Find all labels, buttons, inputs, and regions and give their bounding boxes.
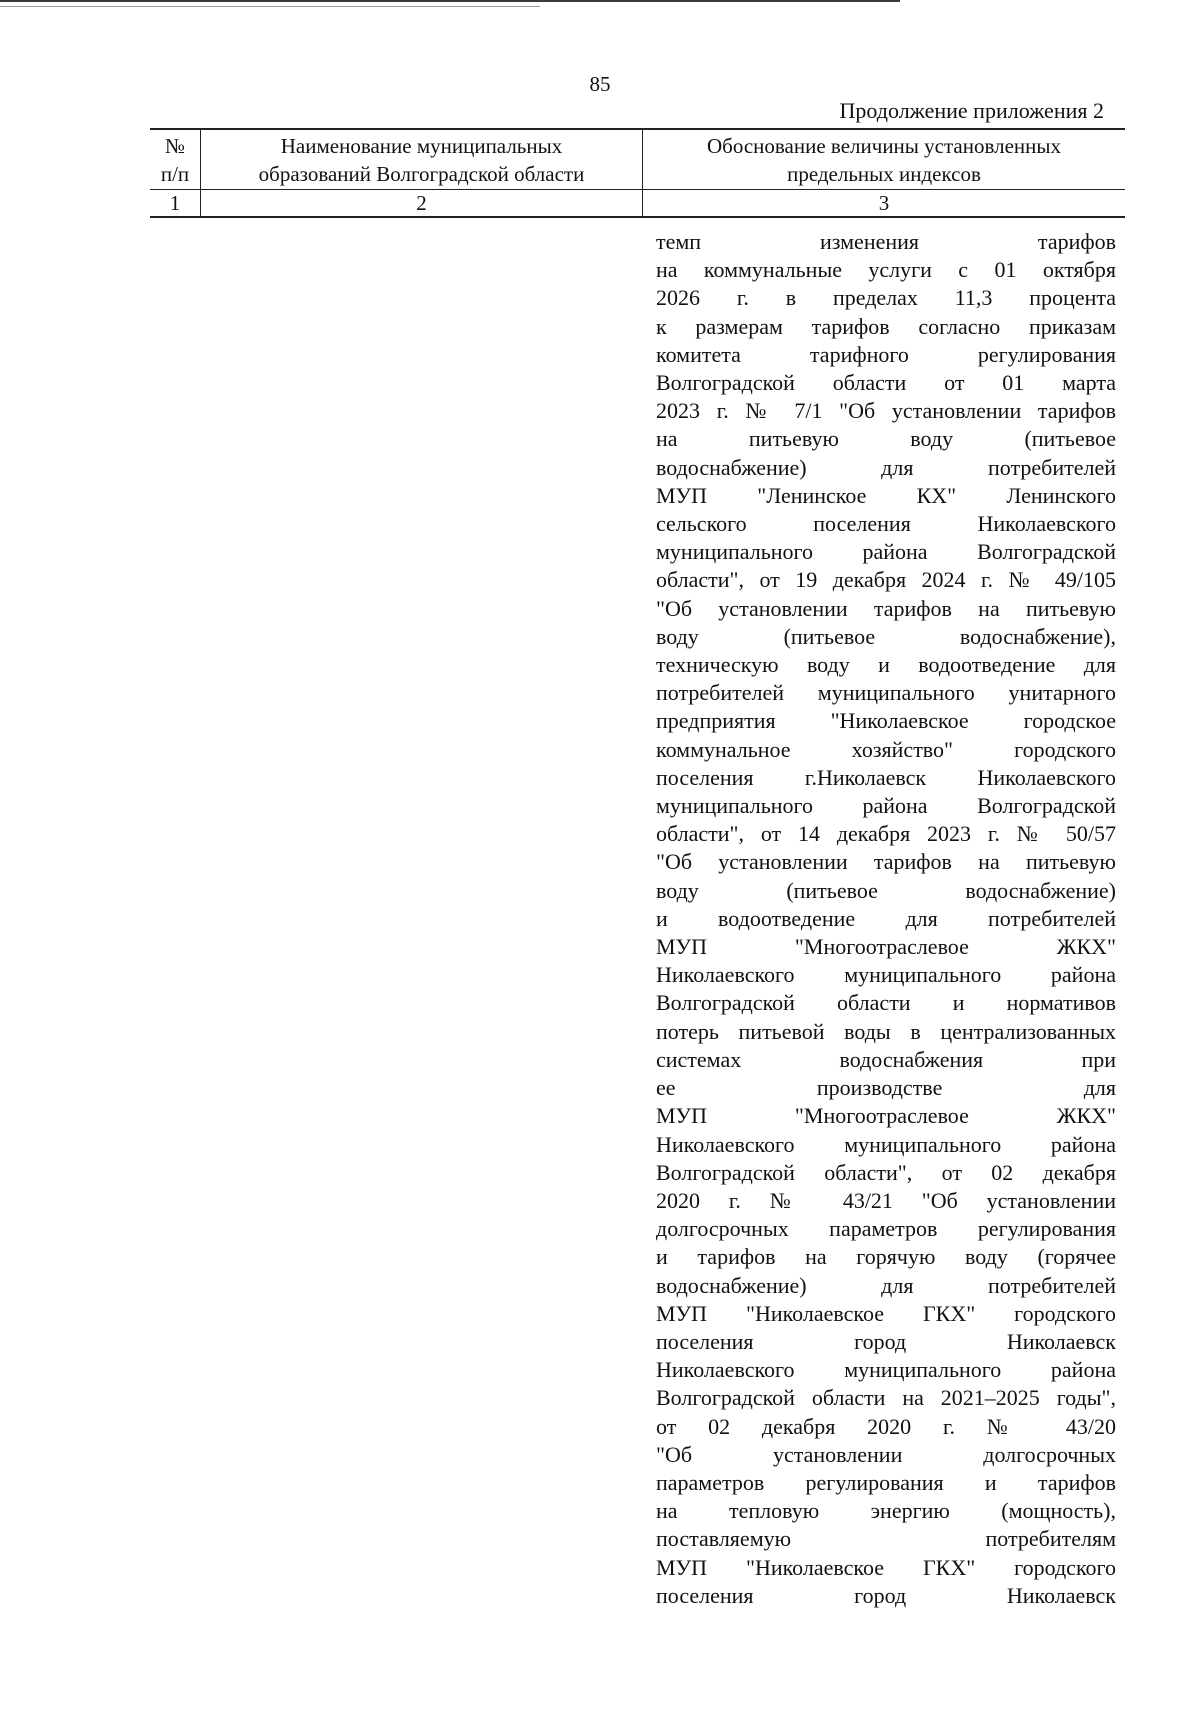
text-line: Волгоградской области от 01 марта	[656, 370, 1116, 396]
text-line: 2026 г. в пределах 11,3 процента	[656, 285, 1116, 311]
text-line: Волгоградской области и нормативов	[656, 990, 1116, 1016]
text-line: предприятия "Николаевское городское	[656, 708, 1116, 734]
text-line: воду (питьевое водоснабжение)	[656, 877, 1116, 903]
text-line: параметров регулирования и тарифов	[656, 1469, 1116, 1495]
header-text-line: предельных индексов	[787, 162, 981, 186]
text-line: Николаевского муниципального района	[656, 1357, 1116, 1383]
text-line: от 02 декабря 2020 г. № 43/20	[656, 1413, 1116, 1439]
text-line: потерь питьевой воды в централизованных	[656, 1018, 1116, 1044]
text-line: к размерам тарифов согласно приказам	[656, 313, 1116, 339]
header-text-line: образований Волгоградской области	[258, 162, 585, 186]
page-number: 85	[589, 72, 611, 96]
text-line: коммунальное хозяйство" городского	[656, 736, 1116, 762]
text-line: на питьевую воду (питьевое	[656, 426, 1116, 452]
text-line: МУП "Многоотраслевое ЖКХ"	[656, 934, 1116, 960]
text-line: на коммунальные услуги с 01 октября	[656, 257, 1116, 283]
header-cell-justification	[643, 129, 1126, 190]
text-line: на тепловую энергию (мощность),	[656, 1498, 1116, 1524]
text-line: "Об установлении тарифов на питьевую	[656, 595, 1116, 621]
text-line: 2020 г. № 43/21 "Об установлении	[656, 1187, 1116, 1213]
text-line: области", от 19 декабря 2024 г. № 49/105	[656, 567, 1116, 593]
header-text-line: Наименование муниципальных	[280, 134, 563, 158]
text-line: Волгоградской области", от 02 декабря	[656, 1159, 1116, 1185]
text-line: темп изменения тарифов	[656, 229, 1116, 254]
text-line: муниципального района Волгоградской	[656, 539, 1116, 565]
text-line: поставляемую потребителям	[656, 1526, 1116, 1552]
table-header-row	[150, 129, 1125, 190]
header-text-line: №	[164, 134, 186, 158]
column-number-row	[150, 190, 1125, 218]
column-number-cell: 1	[150, 190, 201, 218]
text-line: системах водоснабжения при	[656, 1046, 1116, 1072]
text-line: "Об установлении долгосрочных	[656, 1441, 1116, 1467]
text-line: техническую воду и водоотведение для	[656, 652, 1116, 678]
text-line: Николаевского муниципального района	[656, 962, 1116, 988]
text-line: сельского поселения Николаевского	[656, 511, 1116, 537]
column-number-cell: 2	[201, 190, 643, 218]
text-line: МУП "Ленинское КХ" Ленинского	[656, 482, 1116, 508]
text-line: поселения город Николаевск	[656, 1328, 1116, 1354]
header-table	[150, 128, 1125, 218]
text-line: поселения г.Николаевск Николаевского	[656, 764, 1116, 790]
appendix-continuation-label: Продолжение приложения 2	[839, 98, 1104, 123]
header-text-line: Обоснование величины установленных	[706, 134, 1061, 158]
text-line: 2023 г. № 7/1 "Об установлении тарифов	[656, 398, 1116, 424]
justification-text	[656, 228, 1116, 1610]
text-line: поселения город Николаевск	[656, 1582, 1116, 1608]
text-line: воду (питьевое водоснабжение),	[656, 623, 1116, 649]
text-line: области", от 14 декабря 2023 г. № 50/57	[656, 821, 1116, 847]
text-line: потребителей муниципального унитарного	[656, 680, 1116, 706]
scan-edge-line	[0, 6, 540, 7]
text-line: и водоотведение для потребителей	[656, 905, 1116, 931]
text-line: МУП "Николаевское ГКХ" городского	[656, 1554, 1116, 1580]
header-text-line: п/п	[160, 162, 190, 186]
column-number-cell: 3	[643, 190, 1126, 218]
header-cell-number	[150, 129, 201, 190]
scan-edge-line	[0, 0, 900, 2]
header-cell-municipality	[201, 129, 643, 190]
text-line: и тарифов на горячую воду (горячее	[656, 1244, 1116, 1270]
text-line: "Об установлении тарифов на питьевую	[656, 849, 1116, 875]
text-line: водоснабжение) для потребителей	[656, 454, 1116, 480]
text-line: муниципального района Волгоградской	[656, 793, 1116, 819]
text-line: МУП "Многоотраслевое ЖКХ"	[656, 1103, 1116, 1129]
text-line: водоснабжение) для потребителей	[656, 1272, 1116, 1298]
text-line: Николаевского муниципального района	[656, 1131, 1116, 1157]
text-line: долгосрочных параметров регулирования	[656, 1216, 1116, 1242]
text-line: ее производстве для	[656, 1075, 1116, 1101]
text-line: комитета тарифного регулирования	[656, 341, 1116, 367]
text-line: Волгоградской области на 2021–2025 годы",	[656, 1385, 1116, 1411]
text-line: МУП "Николаевское ГКХ" городского	[656, 1300, 1116, 1326]
